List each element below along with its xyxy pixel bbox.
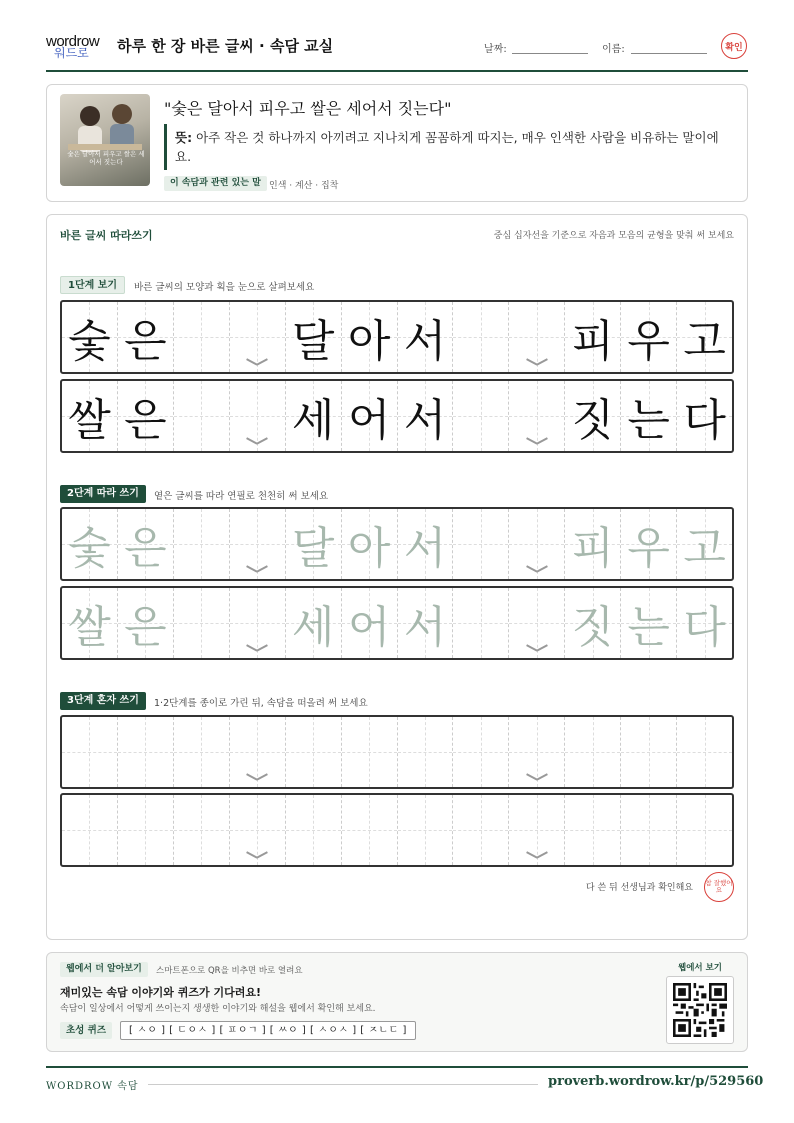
grid-cell[interactable] (398, 588, 454, 658)
grid-character: 짓 (571, 395, 615, 446)
grid-character: 서 (403, 316, 447, 367)
good-job-stamp-label: 참 잘했어요 (705, 879, 733, 894)
check-stamp-label: 확인 (725, 42, 743, 53)
grid-character: 피 (571, 523, 615, 574)
step3-desc: 1·2단계를 종이로 가린 뒤, 속담을 떠올려 써 보세요 (154, 698, 368, 709)
grid-cell (621, 302, 677, 372)
proverb-meaning (175, 128, 730, 166)
grid-character: 다 (683, 602, 726, 653)
grid-cell[interactable] (565, 509, 621, 579)
grid-cell (565, 302, 621, 372)
grid-cell[interactable] (398, 509, 454, 579)
meaning-accent-bar (164, 124, 167, 170)
grid-cell[interactable] (286, 795, 342, 865)
step1-row-1 (60, 300, 734, 374)
grid-character: 서 (403, 523, 447, 574)
grid-cell[interactable] (62, 717, 118, 787)
step2-desc: 옅은 글씨를 따라 연필로 천천히 써 보세요 (154, 491, 329, 502)
step2-tag: 2단계 따라 쓰기 (60, 485, 146, 503)
footer-rule (148, 1084, 538, 1085)
good-job-stamp-icon (704, 872, 734, 902)
grid-cell[interactable] (342, 509, 398, 579)
grid-cell[interactable] (509, 717, 565, 787)
grid-cell (174, 302, 230, 372)
grid-cell[interactable] (62, 795, 118, 865)
logo-korean: 워드로 (54, 46, 89, 60)
grid-character: 세 (291, 602, 335, 653)
illustration-caption: 숯은 달아서 피우고 쌀은 세어서 짓는다 (67, 150, 145, 166)
grid-cell[interactable] (621, 588, 677, 658)
space-mark-icon (531, 769, 543, 781)
grid-cell[interactable] (565, 588, 621, 658)
grid-cell[interactable] (118, 795, 174, 865)
grid-character: 짓 (571, 602, 615, 653)
grid-cell[interactable] (677, 795, 732, 865)
grid-cell[interactable] (565, 795, 621, 865)
grid-cell (453, 302, 509, 372)
check-stamp-icon (721, 33, 747, 59)
grid-character: 달 (291, 523, 335, 574)
grid-cell (453, 381, 509, 451)
grid-character: 쌀 (68, 602, 111, 653)
header-divider (46, 70, 748, 72)
grid-character: 서 (403, 602, 447, 653)
grid-character: 고 (683, 316, 726, 367)
related-words: 인색 · 계산 · 집착 (269, 181, 339, 191)
grid-character: 우 (627, 523, 670, 574)
grid-character: 다 (683, 395, 726, 446)
footer-url[interactable]: proverb.wordrow.kr/p/529560 (548, 1074, 764, 1089)
grid-cell[interactable] (342, 588, 398, 658)
grid-cell (509, 302, 565, 372)
grid-character: 아 (347, 523, 391, 574)
grid-character: 서 (403, 395, 447, 446)
web-tag: 웹에서 더 알아보기 (60, 962, 148, 977)
grid-cell (118, 381, 174, 451)
step1-row-2 (60, 379, 734, 453)
space-mark-icon (251, 354, 263, 366)
grid-cell[interactable] (230, 795, 286, 865)
step3-row-2[interactable] (60, 793, 734, 867)
grid-character: 은 (124, 316, 167, 367)
grid-cell[interactable] (174, 588, 230, 658)
meaning-text: 아주 작은 것 하나까지 아끼려고 지나치게 꼼꼼하게 따지는, 매우 인색한 사람을 비유하는 말이에요. (175, 130, 719, 164)
grid-cell (342, 381, 398, 451)
space-mark-icon (531, 847, 543, 859)
grid-cell[interactable] (174, 795, 230, 865)
grid-cell (621, 381, 677, 451)
grid-cell[interactable] (453, 717, 509, 787)
grid-cell[interactable] (118, 588, 174, 658)
web-headline: 재미있는 속담 이야기와 퀴즈가 기다려요! (60, 986, 261, 999)
chosung-quiz: [ ㅅㅇ ] [ ㄷㅇㅅ ] [ ㅍㅇㄱ ] [ ㅆㅇ ] [ ㅅㅇㅅ ] [ ㅈㄴㄷ ] (120, 1021, 416, 1040)
grid-cell[interactable] (62, 588, 118, 658)
grid-cell (677, 302, 732, 372)
grid-cell[interactable] (453, 588, 509, 658)
grid-character: 달 (291, 316, 335, 367)
logo-wordmark: wordrow (46, 33, 100, 50)
grid-cell (565, 381, 621, 451)
proverb-text: "숯은 달아서 피우고 쌀은 세어서 짓는다" (164, 99, 452, 118)
space-mark-icon (531, 640, 543, 652)
quiz-tag: 초성 퀴즈 (60, 1022, 112, 1039)
step3-row-1[interactable] (60, 715, 734, 789)
grid-character: 아 (347, 316, 391, 367)
name-label: 이름: (602, 44, 625, 55)
grid-character: 우 (627, 316, 670, 367)
wordrow-logo (46, 34, 108, 62)
page-title: 하루 한 장 바른 글씨 · 속담 교실 (117, 37, 334, 55)
grid-cell[interactable] (286, 509, 342, 579)
grid-cell[interactable] (174, 509, 230, 579)
grid-cell[interactable] (230, 717, 286, 787)
web-tag-desc: 스마트폰으로 QR을 비추면 바로 열려요 (156, 966, 303, 976)
date-field[interactable] (512, 53, 588, 54)
space-mark-icon (531, 561, 543, 573)
grid-cell[interactable] (286, 717, 342, 787)
grid-cell (118, 302, 174, 372)
grid-cell (677, 381, 732, 451)
grid-cell[interactable] (62, 509, 118, 579)
web-subtext: 속담이 일상에서 어떻게 쓰이는지 생생한 이야기와 해설을 웹에서 확인해 보세요. (60, 1004, 376, 1014)
confirm-text: 다 쓴 뒤 선생님과 확인해요 (585, 883, 693, 893)
grid-cell[interactable] (677, 588, 732, 658)
qr-code-icon[interactable] (673, 983, 727, 1037)
grid-cell[interactable] (621, 717, 677, 787)
grid-cell (398, 381, 454, 451)
grid-cell[interactable] (398, 795, 454, 865)
grid-cell (398, 302, 454, 372)
grid-cell[interactable] (174, 717, 230, 787)
grid-character: 는 (627, 395, 670, 446)
grid-cell[interactable] (453, 795, 509, 865)
grid-cell (174, 381, 230, 451)
grid-cell (62, 381, 118, 451)
space-mark-icon (251, 769, 263, 781)
grid-cell[interactable] (342, 717, 398, 787)
proverb-illustration (60, 94, 150, 186)
step3-tag: 3단계 혼자 쓰기 (60, 692, 146, 710)
grid-character: 숯 (68, 316, 111, 367)
step2-row-2[interactable] (60, 586, 734, 660)
qr-label: 웹에서 보기 (677, 963, 722, 973)
related-words-tag: 이 속담과 관련 있는 말 (164, 176, 267, 191)
grid-character: 어 (347, 602, 391, 653)
grid-character: 은 (124, 395, 167, 446)
grid-cell (62, 302, 118, 372)
grid-cell[interactable] (509, 509, 565, 579)
name-field[interactable] (631, 53, 707, 54)
grid-cell[interactable] (621, 795, 677, 865)
practice-hint: 중심 십자선을 기준으로 자음과 모음의 균형을 맞춰 써 보세요 (493, 231, 734, 241)
grid-cell (509, 381, 565, 451)
date-label: 날짜: (484, 44, 507, 55)
space-mark-icon (531, 433, 543, 445)
grid-cell (286, 302, 342, 372)
footer-divider (46, 1066, 748, 1068)
grid-cell (342, 302, 398, 372)
grid-cell[interactable] (453, 509, 509, 579)
grid-cell[interactable] (286, 588, 342, 658)
space-mark-icon (251, 640, 263, 652)
step1-tag: 1단계 보기 (60, 276, 125, 294)
grid-character: 피 (571, 316, 615, 367)
meaning-label: 뜻: (175, 130, 193, 145)
space-mark-icon (251, 433, 263, 445)
space-mark-icon (251, 847, 263, 859)
grid-cell[interactable] (621, 509, 677, 579)
grid-cell[interactable] (230, 588, 286, 658)
grid-cell[interactable] (565, 717, 621, 787)
grid-character: 세 (291, 395, 335, 446)
grid-character: 고 (683, 523, 726, 574)
space-mark-icon (251, 561, 263, 573)
grid-cell[interactable] (509, 588, 565, 658)
grid-cell[interactable] (342, 795, 398, 865)
grid-cell (230, 302, 286, 372)
space-mark-icon (531, 354, 543, 366)
practice-title: 바른 글씨 따라쓰기 (60, 229, 153, 242)
step1-desc: 바른 글씨의 모양과 획을 눈으로 살펴보세요 (134, 282, 315, 293)
grid-cell[interactable] (118, 509, 174, 579)
grid-cell[interactable] (230, 509, 286, 579)
grid-character: 은 (124, 523, 167, 574)
illustration-figures-icon (60, 94, 150, 186)
footer-brand: WORDROW 속담 (46, 1081, 139, 1092)
grid-character: 은 (124, 602, 167, 653)
grid-cell[interactable] (118, 717, 174, 787)
grid-cell (286, 381, 342, 451)
grid-character: 숯 (68, 523, 111, 574)
step2-row-1[interactable] (60, 507, 734, 581)
grid-cell[interactable] (509, 795, 565, 865)
grid-character: 어 (347, 395, 391, 446)
grid-cell (230, 381, 286, 451)
grid-cell[interactable] (677, 717, 732, 787)
grid-cell[interactable] (677, 509, 732, 579)
grid-character: 는 (627, 602, 670, 653)
grid-character: 쌀 (68, 395, 111, 446)
grid-cell[interactable] (398, 717, 454, 787)
